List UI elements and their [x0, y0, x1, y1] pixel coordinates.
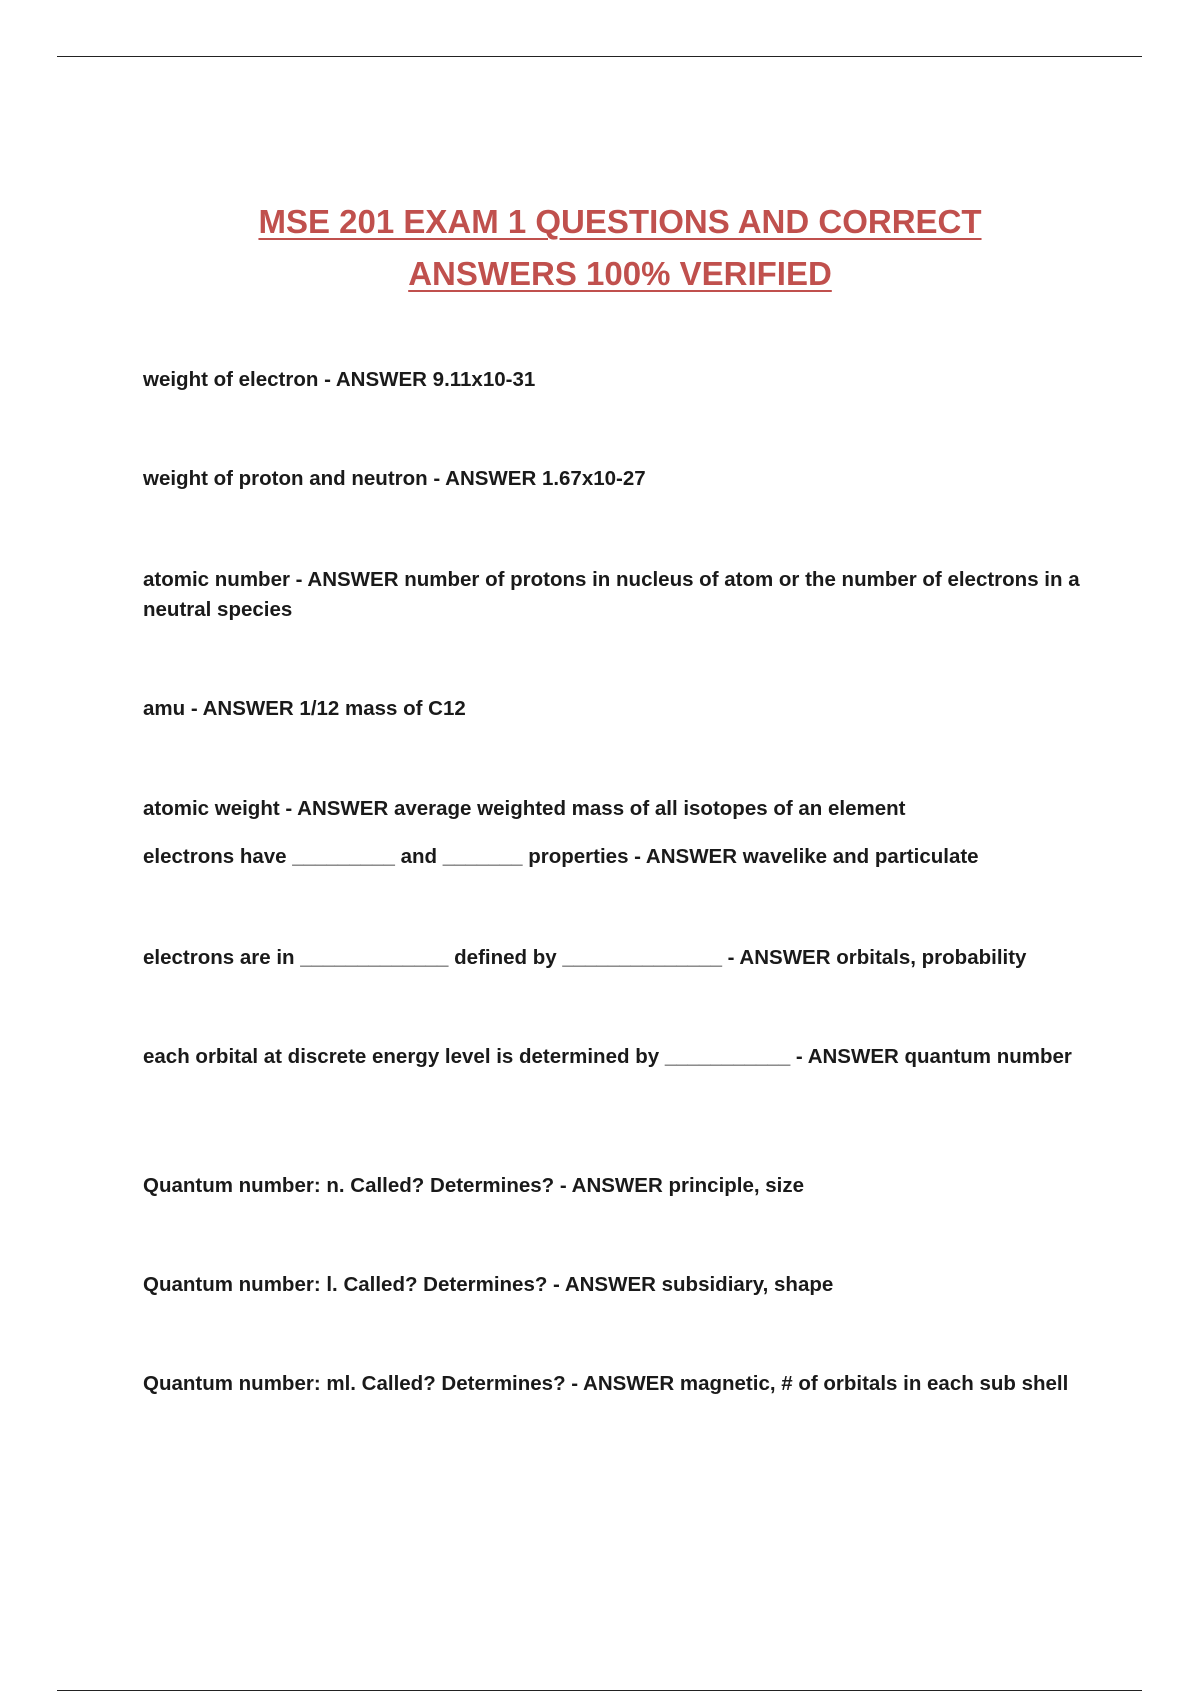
qa-item: electrons are in _____________ defined by ______________ - ANSWER orbitals, probability [143, 946, 1027, 969]
qa-item: atomic number - ANSWER number of protons in nucleus of atom or the number of electrons in a neutral species [143, 568, 1080, 621]
top-rule [57, 56, 1142, 57]
bottom-rule [57, 1690, 1142, 1691]
qa-item: weight of proton and neutron - ANSWER 1.67x10-27 [143, 467, 646, 490]
qa-item: electrons have _________ and _______ properties - ANSWER wavelike and particulate [143, 845, 979, 868]
qa-item: atomic weight - ANSWER average weighted mass of all isotopes of an element [143, 797, 906, 820]
qa-item: Quantum number: n. Called? Determines? - ANSWER principle, size [143, 1174, 805, 1197]
title-line-2: ANSWERS 100% VERIFIED [408, 255, 832, 292]
qa-item: weight of electron - ANSWER 9.11x10-31 [143, 368, 536, 391]
qa-item: Quantum number: l. Called? Determines? - ANSWER subsidiary, shape [143, 1273, 834, 1296]
qa-item: Quantum number: ml. Called? Determines? - ANSWER magnetic, # of orbitals in each sub shell [143, 1372, 1069, 1395]
title-line-1: MSE 201 EXAM 1 QUESTIONS AND CORRECT [258, 203, 982, 240]
qa-item: each orbital at discrete energy level is determined by ___________ - ANSWER quantum number [143, 1045, 1072, 1068]
qa-item: amu - ANSWER 1/12 mass of C12 [143, 697, 466, 720]
document-title [150, 196, 1090, 300]
